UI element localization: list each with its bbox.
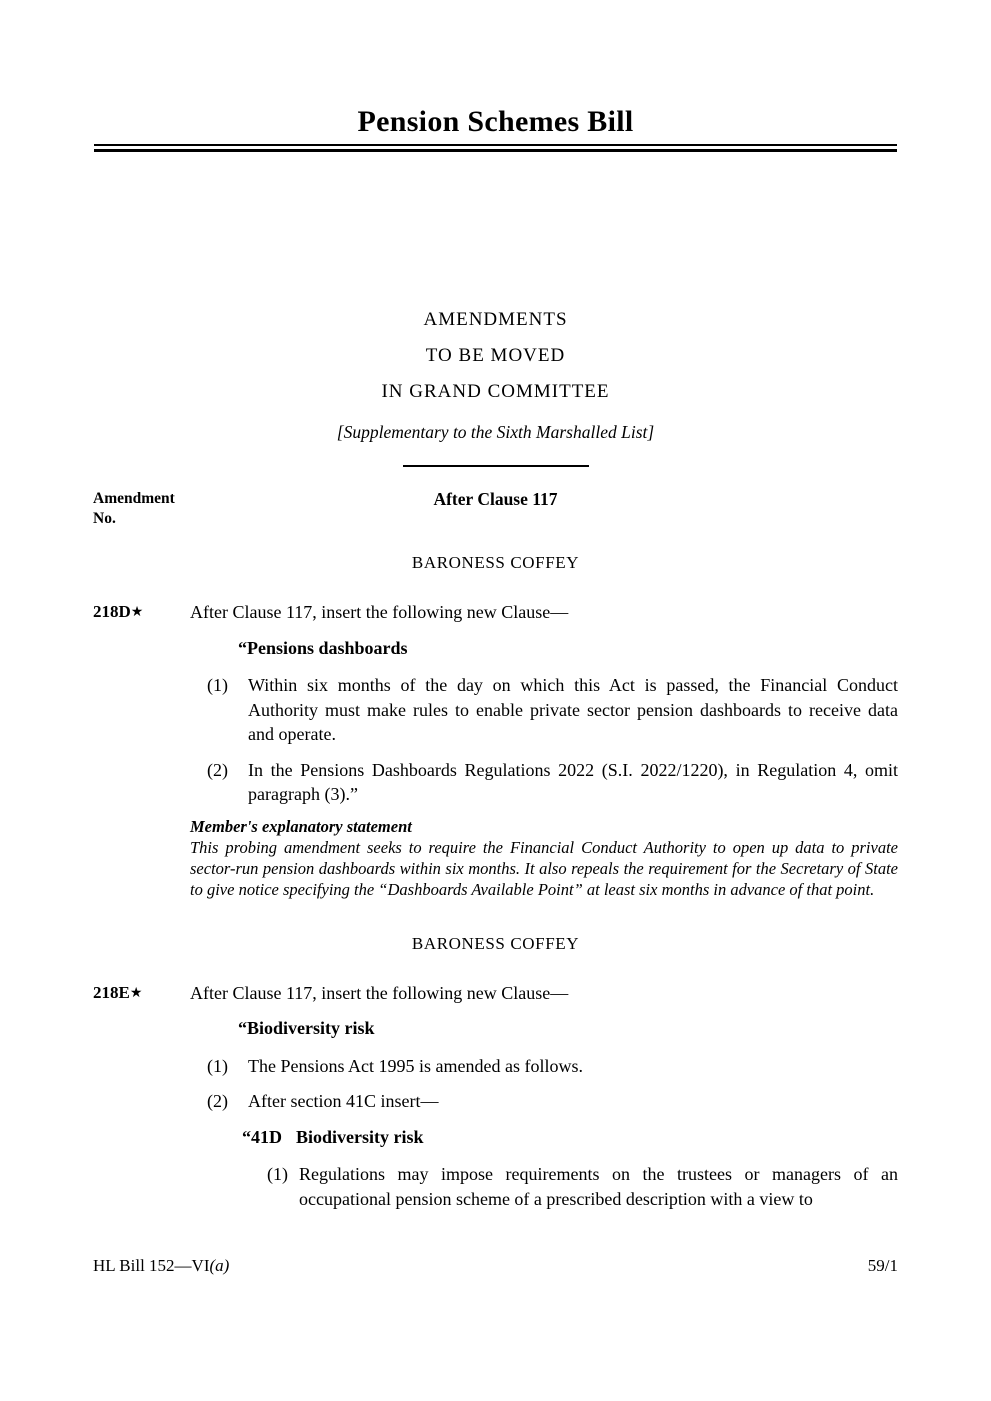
heading-line-amendments: AMENDMENTS [423,309,568,330]
clause-item-text: After section 41C insert— [248,1091,439,1111]
clause-item-number: (1) [207,675,228,695]
amendments-heading-block [0,308,991,403]
inserted-section-heading-41d [242,1125,898,1150]
page-title: Pension Schemes Bill [357,105,634,138]
explanatory-statement-heading: Member's explanatory statement [190,816,412,836]
clause-item-number: (2) [207,1091,228,1111]
clause-title-biodiversity-risk: “Biodiversity risk [238,1018,375,1038]
clause-item-text: In the Pensions Dashboards Regulations 2022 (S.I. 2022/1220), in Regulation 4, omit paragraph (3).” [248,759,898,804]
clause-item-2 [190,1089,898,1114]
new-amendment-star-icon: ★ [130,604,144,620]
heading-line-to-be-moved: TO BE MOVED [425,345,566,366]
clause-item-1 [190,673,898,747]
amendment-number-text: 218E [93,982,130,1002]
amendment-number-218d [93,600,143,626]
divider-rule [403,465,589,467]
amendment-instruction: After Clause 117, insert the following new Clause— [190,982,569,1003]
clause-item-number: (1) [207,1055,228,1076]
amendment-no-label-line1: Amendment [93,490,175,507]
amendment-no-label [93,489,175,529]
amendment-number-text: 218D [93,602,131,621]
clause-item-number: (2) [207,759,228,780]
clause-item-text: Within six months of the day on which this Act is passed, the Financial Conduct Authority must make rules to enable private sector pension dashboards to receive data and operate. [248,675,898,744]
page-number: 59/1 [867,1256,898,1275]
mover-name-218e: BARONESS COFFEY [411,933,580,953]
marshalled-list-note: [Supplementary to the Sixth Marshalled List] [336,422,655,442]
amendment-number-218e [93,981,142,1007]
inserted-section-item-text: Regulations may impose requirements on the trustees or managers of an occupational pension scheme of a prescribed description with a view to [299,1164,898,1209]
title-double-rule [94,144,897,152]
section-header-row [0,488,991,532]
explanatory-statement-text: This probing amendment seeks to require the Financial Conduct Authority to open up data to private sector-run pension dashboards within six months. It also repeals the requirement for the Secretary of State to give notice specifying the “Dashboards Available Point” at least six months in advance of that point. [190,837,898,899]
clause-item-2 [190,758,898,807]
clause-item-1 [190,1054,898,1079]
mover-name-218d: BARONESS COFFEY [411,553,580,572]
inserted-section-item-number: (1) [267,1164,288,1184]
inserted-section-title: Biodiversity risk [296,1126,424,1147]
bill-reference-roman: HL Bill 152—VI [93,1256,210,1275]
bill-reference-italic: (a) [209,1256,230,1275]
amendment-no-label-line2: No. [93,510,116,527]
clause-item-text: The Pensions Act 1995 is amended as follows. [248,1055,583,1076]
bill-reference [93,1255,229,1277]
amendment-218e [93,981,898,1212]
inserted-section-number: “41D [242,1126,282,1147]
amendment-218d [93,600,898,900]
after-clause-heading: After Clause 117 [433,489,558,509]
heading-line-in-grand-committee: IN GRAND COMMITTEE [381,381,610,402]
clause-title-pensions-dashboards: “Pensions dashboards [238,637,408,658]
new-amendment-star-icon: ★ [129,984,143,1001]
inserted-section-item-1 [267,1162,898,1211]
amendment-instruction: After Clause 117, insert the following new Clause— [190,602,569,622]
page-footer [0,1255,991,1277]
explanatory-statement [190,816,898,900]
